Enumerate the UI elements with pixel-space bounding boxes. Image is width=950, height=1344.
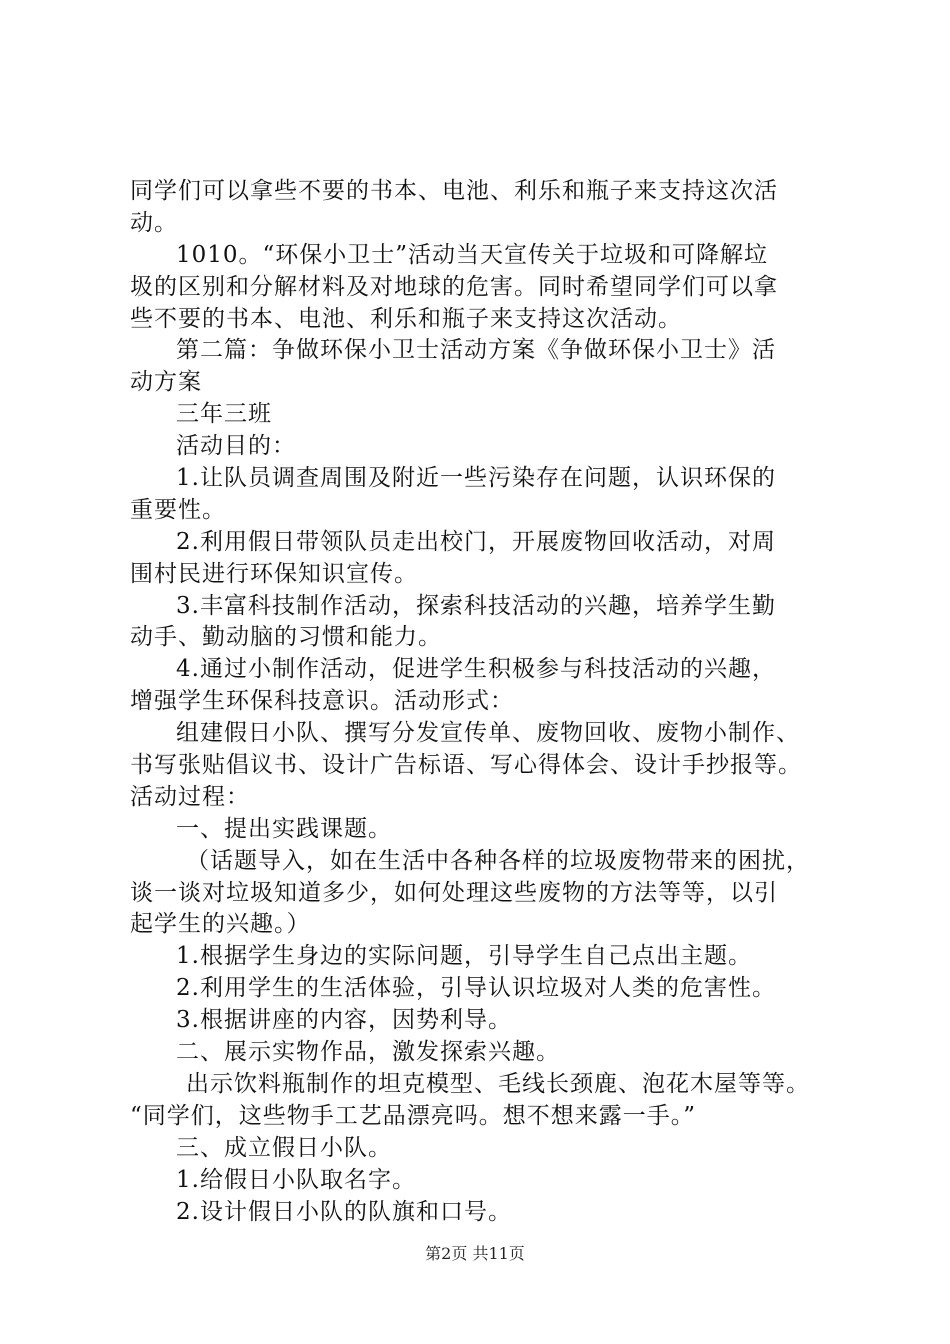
text-line: 围村民进行环保知识宣传。: [130, 560, 418, 587]
text-line: 同学们可以拿些不要的书本、电池、利乐和瓶子来支持这次活: [130, 178, 778, 204]
text-line: 动方案: [130, 369, 202, 396]
text-line: 三、成立假日小队。: [176, 1134, 392, 1161]
text-line: （话题导入，如在生活中各种各样的垃圾废物带来的困扰，: [186, 847, 810, 874]
text-line: 4.通过小制作活动，促进学生积极参与科技活动的兴趣，: [176, 656, 776, 683]
text-line: “同学们，这些物手工艺品漂亮吗。想不想来露一手。”: [130, 1102, 697, 1129]
text-line: 增强学生环保科技意识。活动形式：: [130, 688, 514, 715]
text-line: 2.设计假日小队的队旗和口号。: [176, 1198, 512, 1225]
text-line: 谈一谈对垃圾知道多少，如何处理这些废物的方法等等，以引: [130, 879, 778, 906]
text-line: 1.给假日小队取名字。: [176, 1166, 416, 1193]
text-line: 1.让队员调查周围及附近一些污染存在问题，认识环保的: [176, 465, 776, 492]
text-line: 1.根据学生身边的实际问题，引导学生自己点出主题。: [176, 943, 752, 970]
page-footer: 第2页 共11页: [425, 1244, 525, 1263]
text-line: 一、提出实践课题。: [176, 815, 392, 842]
text-line: 圾的区别和分解材料及对地球的危害。同时希望同学们可以拿: [130, 273, 778, 300]
text-line: 3.丰富科技制作活动，探索科技活动的兴趣，培养学生勤: [176, 592, 776, 619]
text-line: 三年三班: [176, 401, 272, 428]
text-line: 动手、勤动脑的习惯和能力。: [130, 624, 442, 651]
text-line: 2.利用假日带领队员走出校门，开展废物回收活动，对周: [176, 528, 776, 555]
text-line: 二、展示实物作品，激发探索兴趣。: [176, 1039, 560, 1066]
document-body: [130, 176, 850, 1228]
text-line: 重要性。: [130, 496, 226, 523]
text-line: 活动过程：: [130, 783, 250, 810]
text-line: 些不要的书本、电池、利乐和瓶子来支持这次活动。: [130, 305, 682, 332]
text-line: 组建假日小队、撰写分发宣传单、废物回收、废物小制作、: [176, 720, 800, 747]
text-line: 活动目的：: [176, 433, 296, 460]
text-line: 书写张贴倡议书、设计广告标语、写心得体会、设计手抄报等。: [130, 752, 802, 779]
text-line: 起学生的兴趣。）: [130, 911, 311, 938]
text-line: 2.利用学生的生活体验，引导认识垃圾对人类的危害性。: [176, 975, 776, 1002]
text-line: 1010。“环保小卫士”活动当天宣传关于垃圾和可降解垃: [176, 241, 769, 268]
text-line: 第二篇：争做环保小卫士活动方案《争做环保小卫士》活: [176, 337, 776, 364]
text-line: 3.根据讲座的内容，因势利导。: [176, 1007, 512, 1034]
text-line: 出示饮料瓶制作的坦克模型、毛线长颈鹿、泡花木屋等等。: [186, 1070, 810, 1097]
text-line: 动。: [130, 209, 178, 236]
